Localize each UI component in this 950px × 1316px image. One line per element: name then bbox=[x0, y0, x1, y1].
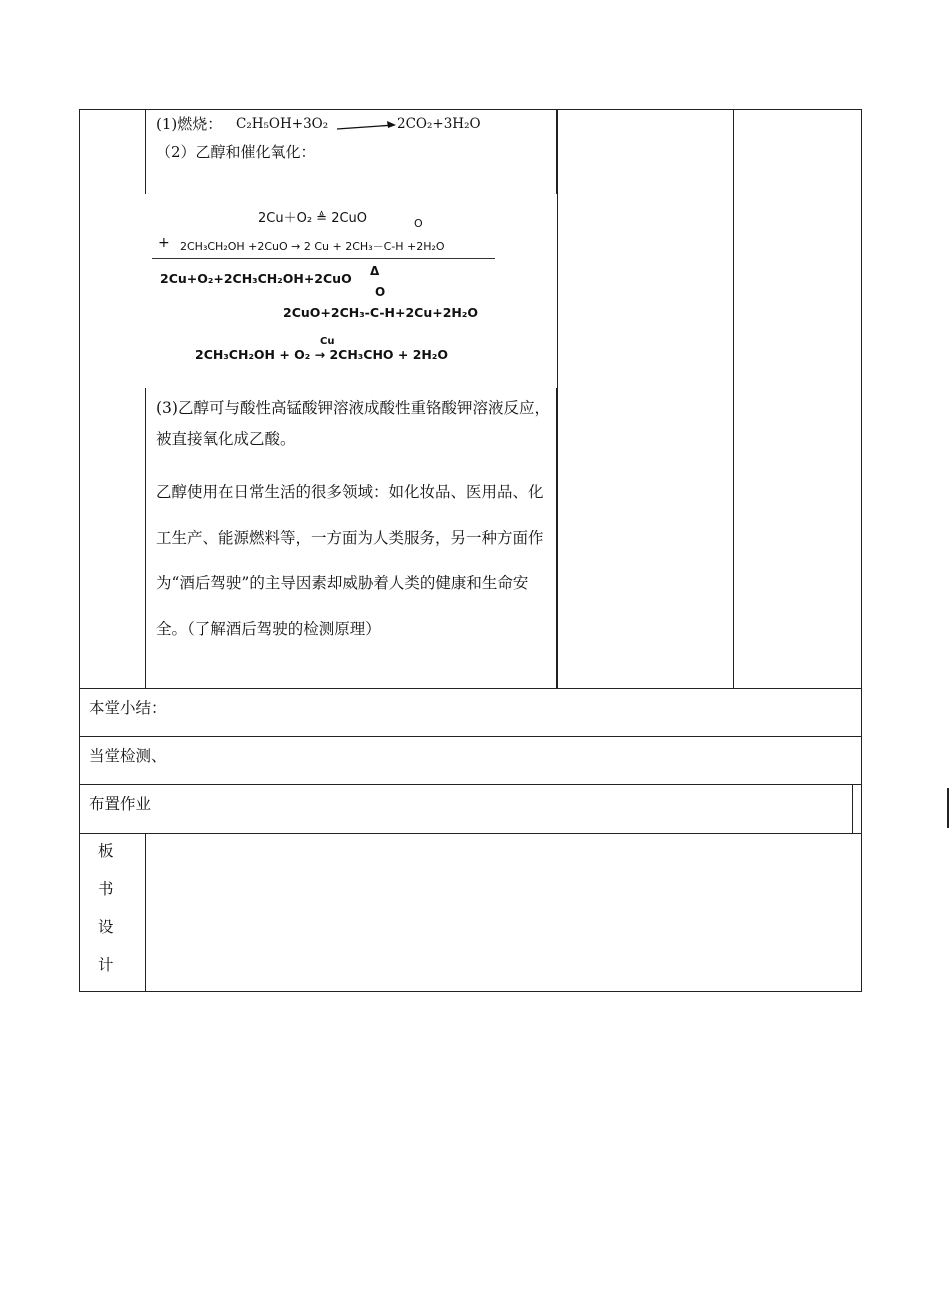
catalyst-label: Cu bbox=[320, 336, 335, 347]
heat-symbol-3: Δ bbox=[370, 264, 380, 278]
row-divider-summary bbox=[79, 688, 862, 689]
table-right-border bbox=[861, 109, 862, 992]
carbonyl-o-label-3: O bbox=[375, 285, 386, 299]
equation-copper-oxidation: 2Cu＋O₂ ≜ 2CuO bbox=[258, 211, 368, 226]
sum-line bbox=[152, 258, 495, 259]
table-left-border bbox=[79, 109, 80, 992]
col3-left-border bbox=[557, 109, 558, 688]
arrow-icon bbox=[336, 118, 398, 132]
table-bottom-border bbox=[79, 991, 862, 992]
paragraph-usage: 乙醇使用在日常生活的很多领域：如化妆品、医用品、化工生产、能源燃料等，一方面为人类服务，另一种方面作为“酒后驾驶”的主导因素却威胁着人类的健康和生命安全。（了解酒后驾驶的检测原理） bbox=[156, 483, 544, 638]
combustion-label: (1)燃烧： bbox=[156, 115, 223, 133]
combustion-left: C₂H₅OH+3O₂ bbox=[236, 116, 329, 132]
combustion-right: 2CO₂+3H₂O bbox=[397, 116, 481, 132]
content-col-left-upper bbox=[145, 109, 146, 194]
margin-mark bbox=[947, 788, 949, 828]
homework-label: 布置作业 bbox=[89, 795, 152, 813]
equation-overall: 2CH₃CH₂OH + O₂ → 2CH₃CHO + 2H₂O bbox=[195, 347, 448, 362]
homework-inner-right bbox=[852, 785, 853, 833]
equation-sum-left: 2Cu+O₂+2CH₃CH₂OH+2CuO bbox=[160, 271, 352, 286]
paragraph-oxidation: (3)乙醇可与酸性高锰酸钾溶液成酸性重铬酸钾溶液反应，被直接氧化成乙酸。 bbox=[156, 399, 550, 448]
row-divider-test bbox=[79, 736, 862, 737]
board-char-3: 设 bbox=[98, 918, 114, 936]
board-char-2: 书 bbox=[98, 880, 114, 898]
summary-label: 本堂小结： bbox=[89, 699, 167, 717]
table-top-border bbox=[79, 109, 862, 110]
carbonyl-o-label: O bbox=[414, 217, 423, 230]
equation-sum-right: 2CuO+2CH₃-C-H+2Cu+2H₂O bbox=[283, 305, 478, 320]
content-col-left-lower bbox=[145, 388, 146, 688]
test-label: 当堂检测、 bbox=[89, 747, 167, 765]
board-label-col-border bbox=[145, 833, 146, 991]
board-char-4: 计 bbox=[98, 956, 114, 974]
col4-left-border bbox=[733, 109, 734, 688]
equation-plus-sign: + bbox=[158, 235, 170, 251]
row-divider-homework bbox=[79, 784, 862, 785]
row-divider-board bbox=[79, 833, 862, 834]
equation-ethanol-cuo: 2CH₃CH₂OH +2CuO → 2 Cu + 2CH₃－C-H +2H₂O bbox=[180, 240, 445, 253]
board-char-1: 板 bbox=[98, 842, 114, 860]
catalytic-label: （2）乙醇和催化氧化： bbox=[156, 143, 316, 161]
